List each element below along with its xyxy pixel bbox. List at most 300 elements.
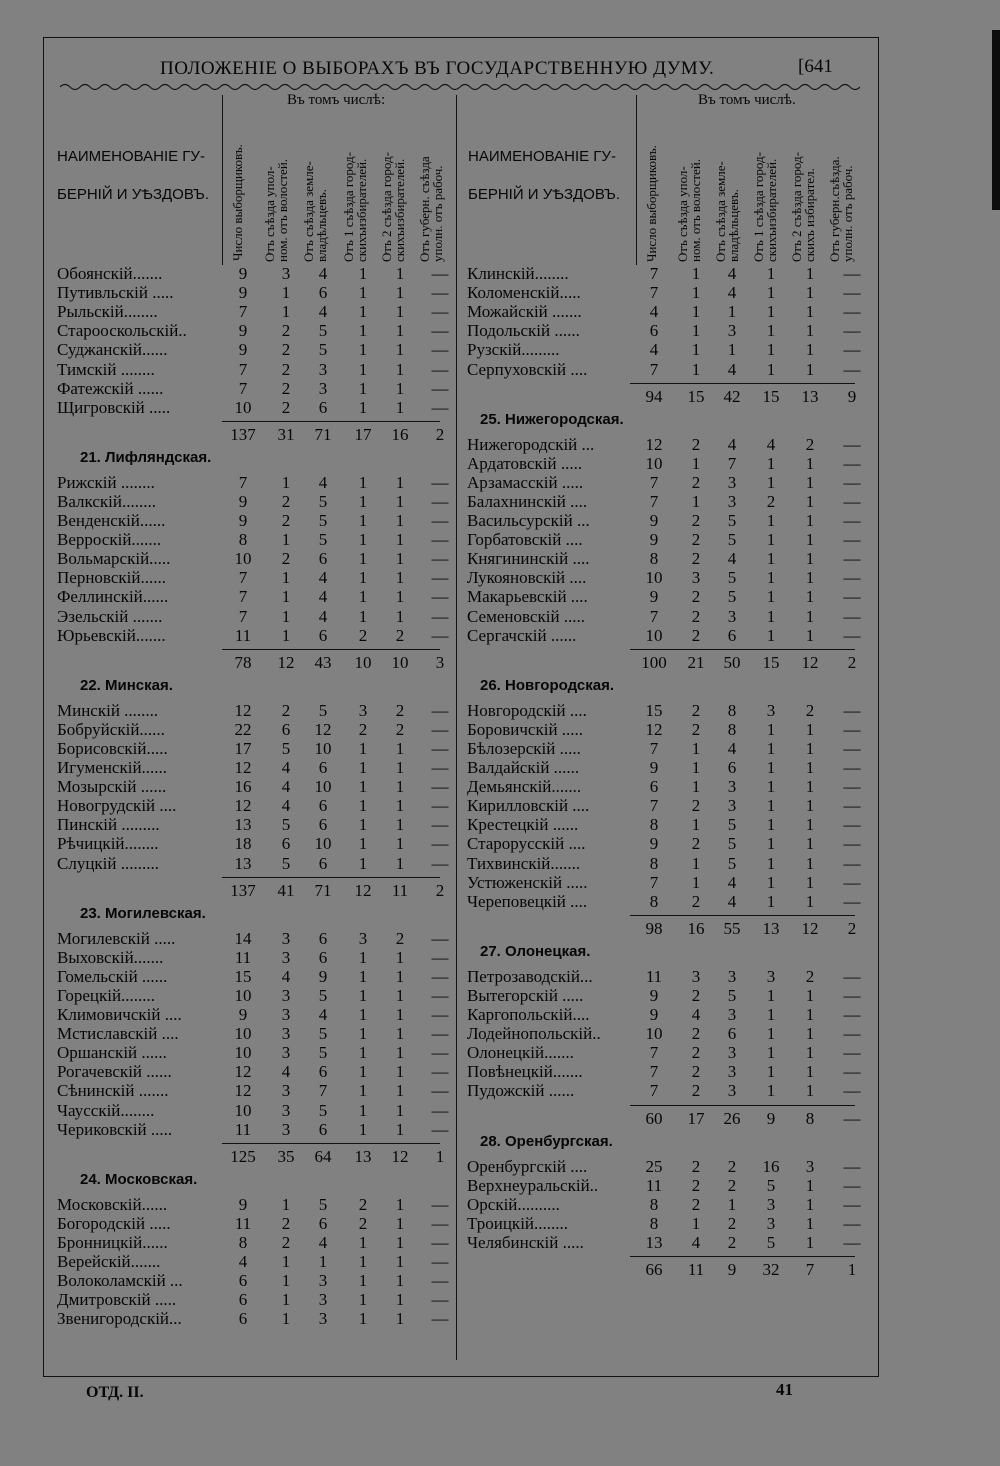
cell-value: 5 [318,340,328,360]
cell-value: — [843,1213,861,1233]
total-value: 9 [847,386,857,406]
uezd-name: Мстиславскій .... [57,1024,179,1044]
total-row [222,649,445,672]
table-row [57,379,470,398]
cell-value: 4 [318,302,328,322]
cell-value: 5 [318,1043,328,1063]
cell-value: 10 [645,625,663,645]
footer-section-label: ОТД. II. [86,1384,144,1401]
cell-value: 9 [649,511,659,530]
cell-value: 1 [805,283,815,303]
cell-value: 2 [281,378,291,398]
table-row [57,967,470,986]
cell-value: 12 [234,1081,252,1101]
uezd-name: Устюженскій ..... [467,872,588,892]
cell-value: 6 [318,397,328,417]
cell-value: 5 [318,700,328,720]
cell-value: 9 [649,985,659,1005]
table-row [467,340,882,359]
cell-value: 1 [805,815,815,835]
cell-value: 9 [649,834,659,854]
uezd-name: Борисовскій..... [57,738,168,758]
cell-value: — [431,511,449,530]
cell-value: 6 [281,719,291,739]
cell-value: 2 [281,700,291,720]
cell-value: 2 [691,511,701,530]
cell-value: 1 [395,1081,405,1101]
cell-value: 3 [281,985,291,1005]
table-row [57,1043,470,1062]
cell-value: — [431,777,449,797]
table-row [467,511,882,530]
cell-value: 2 [691,796,701,816]
cell-value: 1 [358,1043,368,1063]
table-row [467,739,882,758]
uezd-name: Клинскій........ [467,264,569,283]
uezd-name: Суджанскій...... [57,340,168,360]
cell-value: 4 [727,264,737,283]
cell-value: 8 [649,815,659,835]
cell-value: 3 [318,359,328,379]
cell-value: 8 [727,700,737,720]
cell-value: — [431,264,449,283]
cell-value: 3 [318,1309,328,1329]
total-value: 17 [687,1108,705,1128]
table-row [57,948,470,967]
cell-value: — [843,966,861,986]
table-row [467,1176,882,1195]
cell-value: 1 [805,834,815,854]
cell-value: — [843,758,861,777]
cell-value: 11 [234,1213,252,1233]
table-row [57,607,470,626]
table-row [57,1309,470,1328]
cell-value: 7 [238,587,248,607]
cell-value: — [431,719,449,739]
cell-value: 2 [805,966,815,986]
cell-value: 1 [766,796,776,816]
total-value: 60 [645,1108,663,1128]
cell-value: 2 [395,700,405,720]
electors-header: Число выборщиковъ. [230,144,245,261]
table-row [467,1233,882,1252]
cell-value: 2 [691,834,701,854]
cell-value: 1 [358,1232,368,1252]
cell-value: 8 [649,853,659,873]
table-row [57,398,470,417]
cell-value: 2 [766,491,776,511]
cell-value: 1 [766,1024,776,1044]
cell-value: 2 [281,340,291,360]
uezd-name: Дмитровскій ..... [57,1290,177,1310]
total-value: 71 [314,424,332,444]
uezd-name: Макарьевскій .... [467,587,588,607]
cell-value: 7 [649,491,659,511]
cell-value: 3 [281,1024,291,1044]
cell-value: 12 [234,1062,252,1082]
cell-value: 1 [727,340,737,360]
uezd-name: Гомельскій ...... [57,966,168,986]
cell-value: 1 [358,264,368,283]
cell-value: 1 [358,1024,368,1044]
cell-value: — [431,1290,449,1310]
cell-value: 3 [727,1062,737,1082]
total-row [630,915,855,938]
uezd-name: Верроскій....... [57,530,162,550]
cell-value: 1 [766,625,776,645]
cell-value: 1 [395,1252,405,1271]
cell-value: 2 [727,1232,737,1252]
cell-value: 1 [358,511,368,530]
cell-value: — [843,587,861,607]
cell-value: 12 [234,758,252,777]
city1-header-right: Отъ 1 съѣзда город- скихъизбирателей. [751,152,779,262]
cell-value: 3 [766,1194,776,1214]
cell-value: 1 [766,340,776,360]
cell-value: 7 [649,738,659,758]
uezd-name: Нижегородскій ... [467,434,595,454]
total-value: 78 [234,652,252,672]
cell-value: 1 [358,302,368,322]
cell-value: 10 [314,777,332,797]
table-row [57,758,470,777]
cell-value: 1 [395,606,405,626]
total-value: 50 [723,652,741,672]
cell-value: 1 [766,530,776,550]
cell-value: 1 [358,758,368,777]
table-row [57,283,470,302]
total-value: 12 [277,652,295,672]
total-value: 13 [354,1146,372,1166]
cell-value: 11 [234,1119,252,1139]
section-title: 23. Могилевская. [80,904,206,922]
cell-value: 1 [805,359,815,379]
cell-value: — [431,1062,449,1082]
cell-value: 4 [691,1232,701,1252]
table-row [467,1024,882,1043]
volost-header: Отъ съѣзда упол- ном. отъ волостей. [262,158,290,262]
cell-value: 1 [281,625,291,645]
total-value: 98 [645,918,663,938]
cell-value: — [431,1081,449,1101]
cell-value: 9 [238,511,248,530]
uezd-name: Коломенскій..... [467,283,581,303]
cell-value: 1 [805,453,815,473]
cell-value: — [431,928,449,948]
cell-value: 1 [691,777,701,797]
cell-value: 3 [318,1271,328,1291]
cell-value: — [843,1043,861,1063]
cell-value: 1 [358,853,368,873]
cell-value: — [431,947,449,967]
cell-value: 1 [281,568,291,588]
uezd-name: Рижскій ........ [57,472,155,492]
cell-value: 1 [766,321,776,341]
cell-value: 1 [358,796,368,816]
cell-value: 1 [691,491,701,511]
cell-value: 5 [318,985,328,1005]
cell-value: — [431,834,449,854]
cell-value: 1 [805,587,815,607]
cell-value: 3 [727,777,737,797]
cell-value: 13 [234,815,252,835]
cell-value: 2 [281,321,291,341]
cell-value: 1 [805,853,815,873]
name-header-line1: НАИМЕНОВАНІЕ ГУ- [57,148,205,165]
total-row [630,649,855,672]
cell-value: 2 [805,434,815,454]
cell-value: — [843,340,861,360]
cell-value: 3 [727,321,737,341]
cell-value: 6 [318,1213,328,1233]
cell-value: 14 [234,928,252,948]
cell-value: 10 [314,738,332,758]
cell-value: — [431,359,449,379]
cell-value: 1 [691,340,701,360]
cell-value: — [431,1213,449,1233]
cell-value: 4 [318,472,328,492]
cell-value: 16 [762,1156,780,1176]
cell-value: 1 [766,738,776,758]
cell-value: 7 [649,264,659,283]
cell-value: 1 [358,606,368,626]
table-row [467,1157,882,1176]
uezd-name: Юрьевскій....... [57,625,166,645]
total-value: 13 [801,386,819,406]
table-row [467,587,882,606]
table-row [467,473,882,492]
cell-value: 1 [358,966,368,986]
cell-value: — [431,530,449,550]
total-value: 66 [645,1260,663,1279]
uezd-name: Новогрудскій .... [57,796,177,816]
uezd-name: Венденскій...... [57,511,166,530]
table-row [467,720,882,739]
cell-value: 5 [318,1194,328,1214]
cell-value: — [431,1271,449,1291]
total-value: 31 [277,424,295,444]
cell-value: 11 [234,625,252,645]
cell-value: 6 [318,928,328,948]
cell-value: 5 [727,834,737,854]
cell-value: 5 [318,530,328,550]
cell-value: — [843,568,861,588]
cell-value: 1 [766,1062,776,1082]
table-row [467,321,882,340]
cell-value: 9 [238,321,248,341]
table-row [57,473,470,492]
cell-value: 1 [766,568,776,588]
cell-value: 1 [805,549,815,569]
cell-value: 1 [395,834,405,854]
total-value: 2 [435,424,445,444]
total-value: 11 [391,880,409,900]
cell-value: 15 [234,966,252,986]
city1-header: Отъ 1 съѣзда город- скихъизбирателей. [341,152,369,262]
cell-value: 4 [318,1005,328,1024]
cell-value: — [843,530,861,550]
cell-value: 10 [234,1100,252,1120]
cell-value: 4 [727,738,737,758]
table-row [467,530,882,549]
cell-value: 6 [318,283,328,303]
cell-value: — [431,302,449,322]
cell-value: 1 [395,1290,405,1310]
total-value: 2 [847,918,857,938]
table-row [57,1120,470,1139]
section-title: 25. Нижегородская. [480,410,624,428]
uezd-name: Эзельскій ....... [57,606,163,626]
cell-value: 13 [234,853,252,873]
cell-value: 1 [395,738,405,758]
cell-value: 2 [805,700,815,720]
total-value: 21 [687,652,705,672]
cell-value: 1 [805,568,815,588]
cell-value: 1 [395,511,405,530]
cell-value: — [843,1005,861,1024]
cell-value: 1 [766,719,776,739]
table-row [57,1233,470,1252]
cell-value: 1 [766,511,776,530]
cell-value: 2 [691,530,701,550]
cell-value: 1 [395,283,405,303]
total-value: 10 [391,652,409,672]
cell-value: — [843,606,861,626]
total-row [222,421,445,444]
cell-value: 1 [395,302,405,322]
uezd-name: Богородскій ..... [57,1213,171,1233]
cell-value: 1 [358,568,368,588]
cell-value: 9 [238,340,248,360]
cell-value: 1 [766,853,776,873]
workers-header-right: Отъ губерн.съѣзда. уполн. отъ рабоч. [827,156,855,262]
total-value: 12 [391,1146,409,1166]
cell-value: 7 [238,359,248,379]
cell-value: 1 [358,1005,368,1024]
cell-value: 5 [727,853,737,873]
cell-value: 6 [318,796,328,816]
cell-value: — [431,853,449,873]
cell-value: 1 [805,985,815,1005]
cell-value: 8 [727,719,737,739]
table-row [57,777,470,796]
name-header-line2: БЕРНІЙ И УѢЗДОВЪ. [57,186,210,203]
cell-value: 1 [395,777,405,797]
cell-value: 1 [281,606,291,626]
cell-value: 10 [234,1024,252,1044]
cell-value: 1 [395,1194,405,1214]
cell-value: 6 [238,1271,248,1291]
section-title: 21. Лифляндская. [80,448,212,466]
cell-value: 3 [691,568,701,588]
cell-value: 2 [691,985,701,1005]
uezd-name: Можайскій ....... [467,302,582,322]
cell-value: — [843,777,861,797]
cell-value: 1 [281,283,291,303]
table-row [57,340,470,359]
cell-value: — [431,700,449,720]
cell-value: 6 [318,1119,328,1139]
total-value: 7 [805,1260,815,1279]
page-number: [641 [798,56,833,77]
cell-value: — [843,1156,861,1176]
table-row [57,587,470,606]
cell-value: — [431,815,449,835]
cell-value: 1 [358,587,368,607]
total-value: 43 [314,652,332,672]
cell-value: 7 [238,378,248,398]
cell-value: 3 [727,606,737,626]
cell-value: 3 [727,796,737,816]
uezd-name: Каргопольскій.... [467,1005,590,1024]
cell-value: 2 [691,1081,701,1101]
total-value: 55 [723,918,741,938]
cell-value: 1 [395,1043,405,1063]
section-title: 24. Московская. [80,1170,198,1188]
cell-value: 7 [649,606,659,626]
cell-value: 1 [805,302,815,322]
total-value: 35 [277,1146,295,1166]
cell-value: 1 [358,985,368,1005]
table-row [57,1024,470,1043]
cell-value: 2 [691,891,701,911]
total-value: 2 [847,652,857,672]
table-row [467,1081,882,1100]
uezd-name: Орскій.......... [467,1194,560,1214]
cell-value: 1 [766,815,776,835]
cell-value: 1 [766,985,776,1005]
cell-value: — [431,985,449,1005]
cell-value: — [843,1194,861,1214]
total-value: 137 [230,424,256,444]
cell-value: 1 [358,321,368,341]
cell-value: 1 [766,264,776,283]
cell-value: 1 [395,491,405,511]
table-row [57,815,470,834]
cell-value: 5 [318,321,328,341]
cell-value: 6 [649,321,659,341]
cell-value: 5 [727,985,737,1005]
cell-value: 3 [358,700,368,720]
cell-value: 4 [727,359,737,379]
left-name-divider [222,95,223,265]
cell-value: 1 [358,834,368,854]
cell-value: 1 [805,625,815,645]
uezd-name: Старооскольскій.. [57,321,187,341]
cell-value: 1 [805,758,815,777]
uezd-name: Повѣнецкій....... [467,1062,583,1082]
cell-value: 1 [691,264,701,283]
cell-value: 7 [238,568,248,588]
table-row [467,454,882,473]
cell-value: 1 [395,853,405,873]
cell-value: 1 [766,453,776,473]
total-value: 15 [762,652,780,672]
cell-value: — [431,1024,449,1044]
cell-value: — [431,1119,449,1139]
cell-value: 4 [318,606,328,626]
table-row [467,701,882,720]
cell-value: 1 [395,549,405,569]
cell-value: 1 [766,758,776,777]
table-row [467,1195,882,1214]
table-row [57,549,470,568]
cell-value: 3 [281,264,291,283]
table-row [467,607,882,626]
uezd-name: Новгородскій .... [467,700,587,720]
cell-value: 1 [805,491,815,511]
cell-value: 10 [314,834,332,854]
